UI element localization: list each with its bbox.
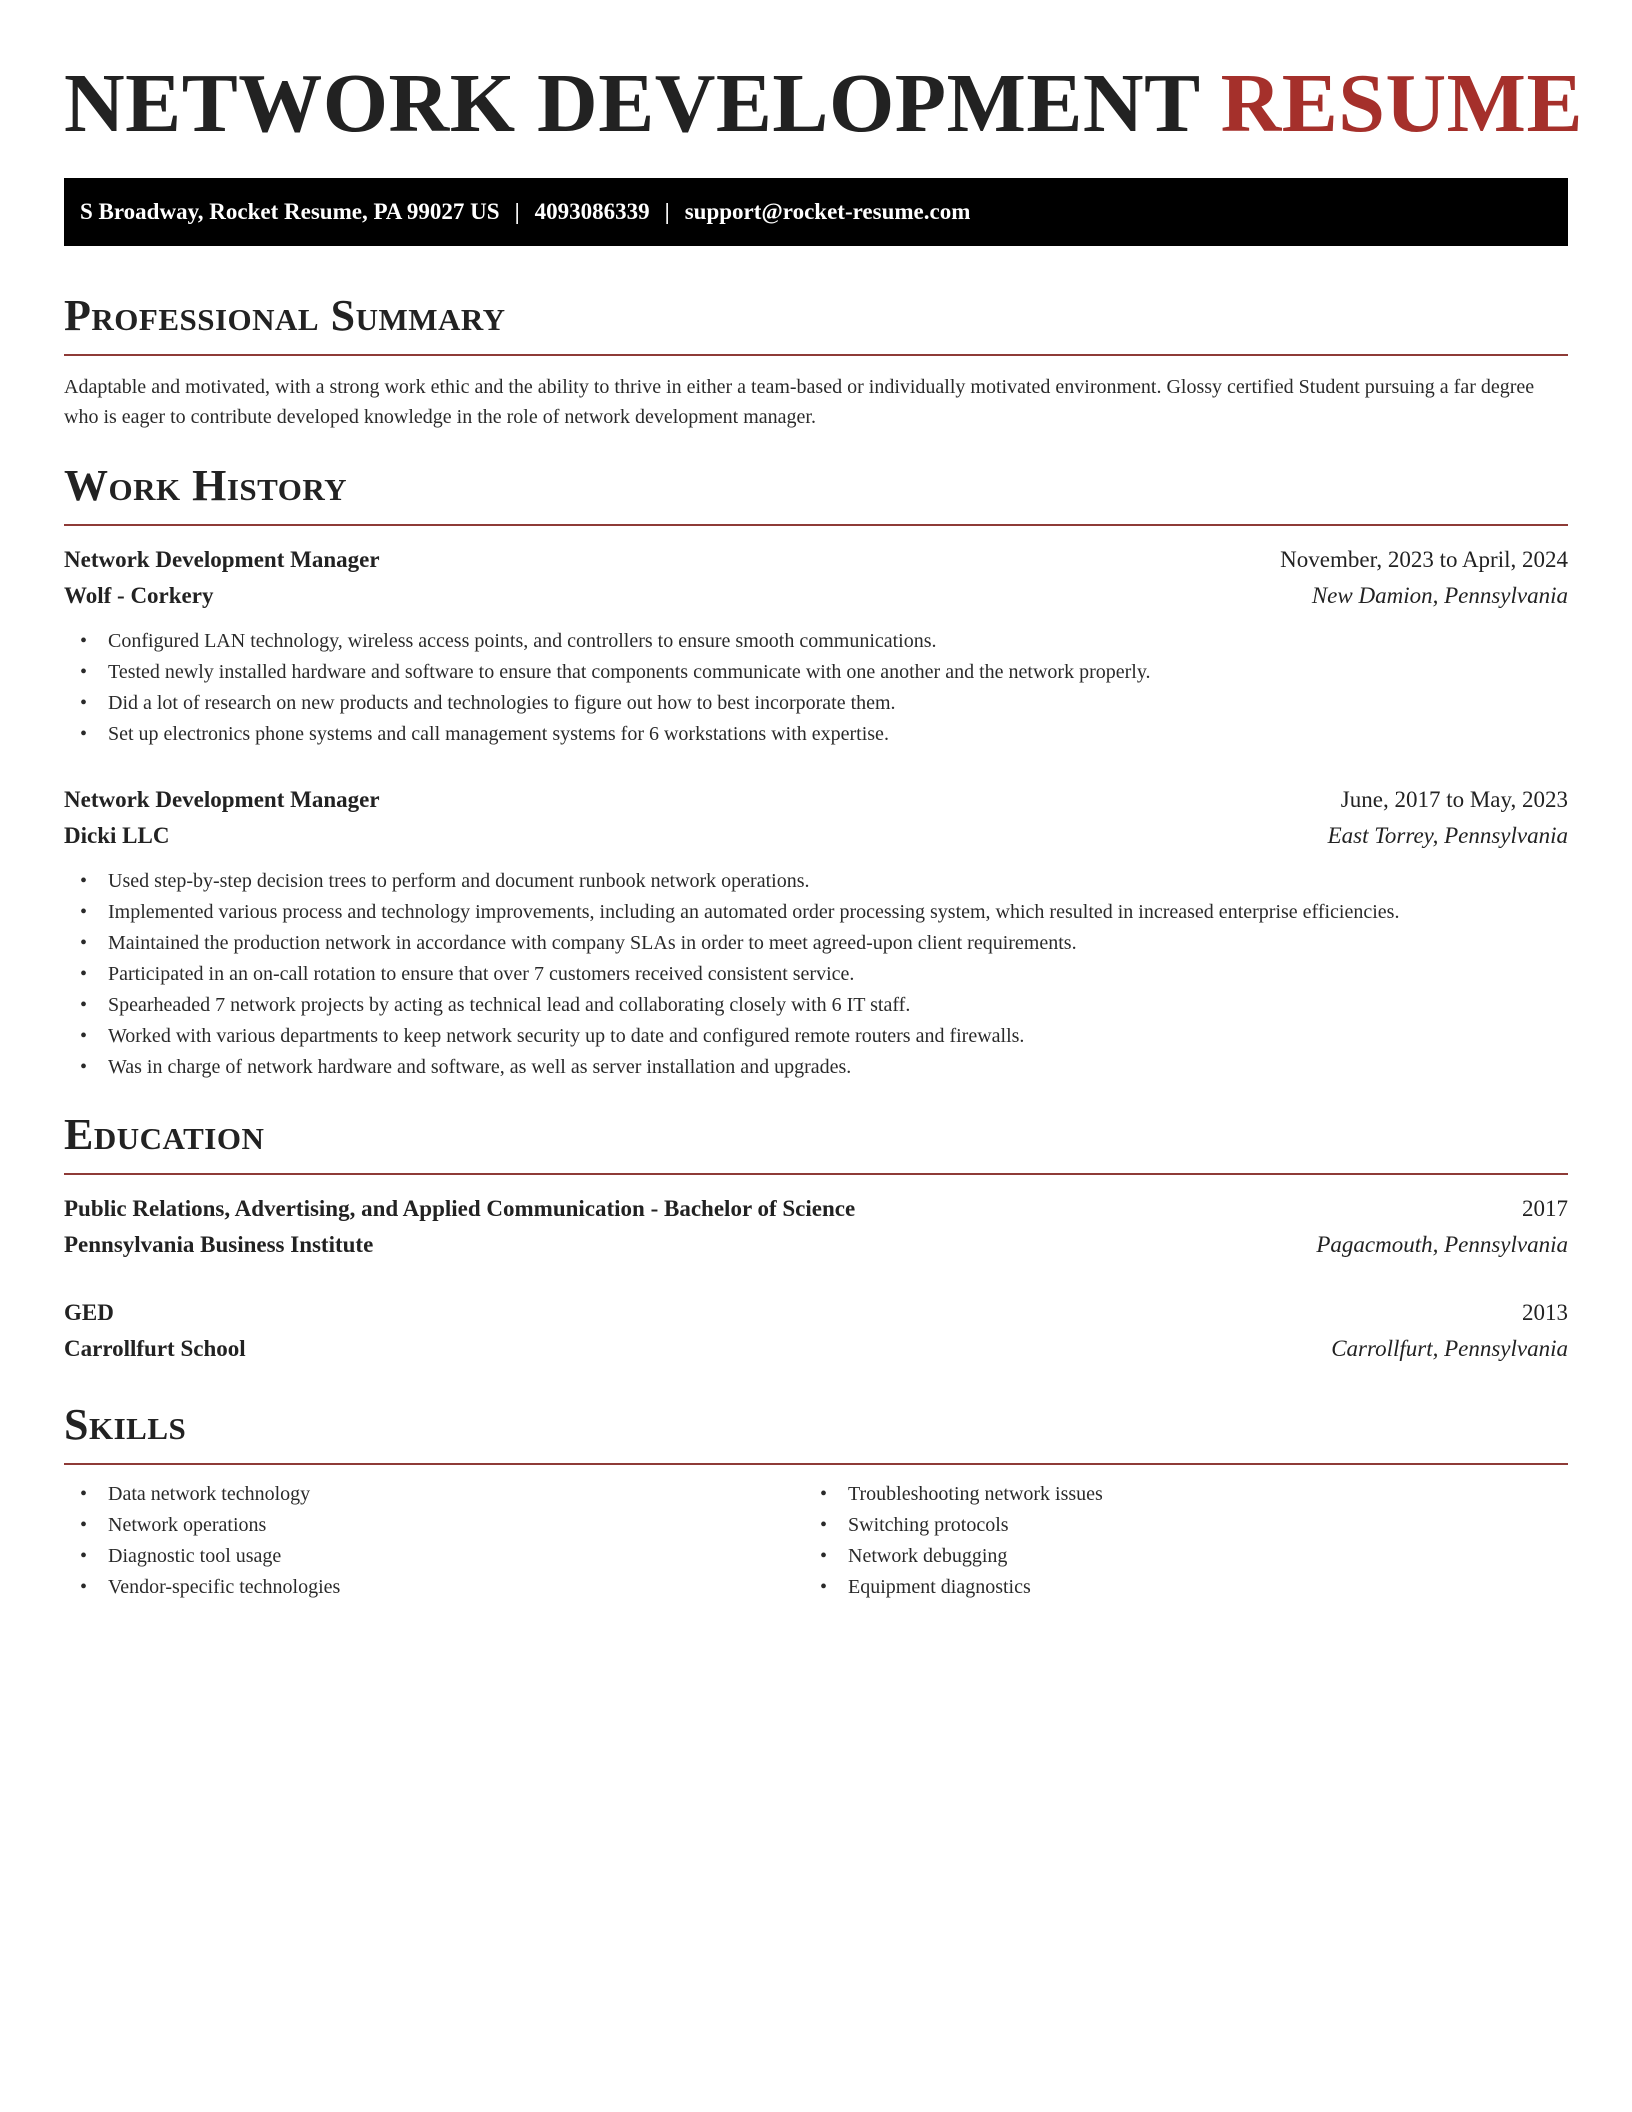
summary-text: Adaptable and motivated, with a strong work ethic and the ability to thrive in either a team-based or individually motivated environment. Glossy certified Student pursuing a far degree who is eager to contribute developed knowledge in the role of network development manager. bbox=[64, 376, 1535, 428]
education-location: Pagacmouth, Pennsylvania bbox=[1316, 1232, 1568, 1257]
education-year: 2013 bbox=[1522, 1300, 1568, 1325]
skill-item: • Data network technology bbox=[80, 1479, 804, 1510]
list-item: • Configured LAN technology, wireless access points, and controllers to ensure smooth communications. bbox=[80, 626, 1568, 657]
list-item: • Participated in an on-call rotation to ensure that over 7 customers received consistent service. bbox=[80, 959, 1568, 990]
education-year: 2017 bbox=[1522, 1196, 1568, 1221]
list-item: • Maintained the production network in accordance with company SLAs in order to meet agreed-upon client requirements. bbox=[80, 928, 1568, 959]
summary-heading: Professional Summary bbox=[64, 291, 506, 340]
job-company: Wolf - Corkery bbox=[64, 583, 214, 608]
education-school: Carrollfurt School bbox=[64, 1336, 246, 1361]
education-entry bbox=[64, 1295, 1568, 1367]
skill-item: • Diagnostic tool usage bbox=[80, 1541, 804, 1572]
job-company: Dicki LLC bbox=[64, 823, 170, 848]
list-item: • Set up electronics phone systems and call management systems for 6 workstations with expertise. bbox=[80, 719, 1568, 750]
education-entry bbox=[64, 1191, 1568, 1263]
contact-separator: | bbox=[514, 199, 520, 224]
job-entry bbox=[64, 782, 1568, 1083]
job-location: East Torrey, Pennsylvania bbox=[1327, 823, 1568, 848]
section-divider bbox=[64, 354, 1568, 356]
job-entry bbox=[64, 542, 1568, 750]
education-degree: GED bbox=[64, 1300, 114, 1325]
job-dates: November, 2023 to April, 2024 bbox=[1280, 547, 1568, 572]
contact-separator: | bbox=[664, 199, 670, 224]
list-item: • Implemented various process and technology improvements, including an automated order processing system, which resulted in increased enterprise efficiencies. bbox=[80, 897, 1568, 928]
skills-right-column bbox=[804, 1479, 1544, 1603]
skill-item: • Network debugging bbox=[820, 1541, 1544, 1572]
education-degree: Public Relations, Advertising, and Applied Communication - Bachelor of Science bbox=[64, 1196, 856, 1221]
resume-title bbox=[64, 56, 1583, 152]
skills-section bbox=[64, 1399, 1568, 1603]
contact-email[interactable]: support@rocket-resume.com bbox=[684, 199, 971, 224]
job-dates: June, 2017 to May, 2023 bbox=[1340, 787, 1568, 812]
education-school: Pennsylvania Business Institute bbox=[64, 1232, 374, 1257]
job-title: Network Development Manager bbox=[64, 547, 380, 572]
skill-item: • Equipment diagnostics bbox=[820, 1572, 1544, 1603]
skills-left-column bbox=[64, 1479, 804, 1603]
job-bullets bbox=[64, 626, 1568, 750]
skill-item: • Troubleshooting network issues bbox=[820, 1479, 1544, 1510]
list-item: • Tested newly installed hardware and software to ensure that components communicate with one another and the network properly. bbox=[80, 657, 1568, 688]
job-location: New Damion, Pennsylvania bbox=[1311, 583, 1568, 608]
skills-columns bbox=[64, 1479, 1568, 1603]
title-accent: RESUME bbox=[1220, 57, 1583, 150]
list-item: • Did a lot of research on new products and technologies to figure out how to best incorporate them. bbox=[80, 688, 1568, 719]
job-title: Network Development Manager bbox=[64, 787, 380, 812]
contact-phone: 4093086339 bbox=[534, 199, 650, 224]
education-location: Carrollfurt, Pennsylvania bbox=[1331, 1336, 1568, 1361]
education-section bbox=[64, 1109, 1568, 1367]
list-item: • Worked with various departments to keep network security up to date and configured remote routers and firewalls. bbox=[80, 1021, 1568, 1052]
work-history-section bbox=[64, 460, 1568, 1083]
title-main: NETWORK DEVELOPMENT bbox=[64, 57, 1200, 150]
contact-address: S Broadway, Rocket Resume, PA 99027 US bbox=[80, 199, 500, 224]
section-divider bbox=[64, 1173, 1568, 1175]
job-bullets bbox=[64, 866, 1568, 1083]
list-item: • Was in charge of network hardware and software, as well as server installation and upgrades. bbox=[80, 1052, 1568, 1083]
section-divider bbox=[64, 524, 1568, 526]
summary-section bbox=[64, 290, 1568, 432]
work-history-heading: Work History bbox=[64, 461, 348, 510]
skills-heading: Skills bbox=[64, 1400, 187, 1449]
education-heading: Education bbox=[64, 1110, 265, 1159]
list-item: • Spearheaded 7 network projects by acting as technical lead and collaborating closely with 6 IT staff. bbox=[80, 990, 1568, 1021]
contact-bar bbox=[64, 178, 1568, 246]
list-item: • Used step-by-step decision trees to perform and document runbook network operations. bbox=[80, 866, 1568, 897]
skill-item: • Vendor-specific technologies bbox=[80, 1572, 804, 1603]
section-divider bbox=[64, 1463, 1568, 1465]
skill-item: • Switching protocols bbox=[820, 1510, 1544, 1541]
skill-item: • Network operations bbox=[80, 1510, 804, 1541]
